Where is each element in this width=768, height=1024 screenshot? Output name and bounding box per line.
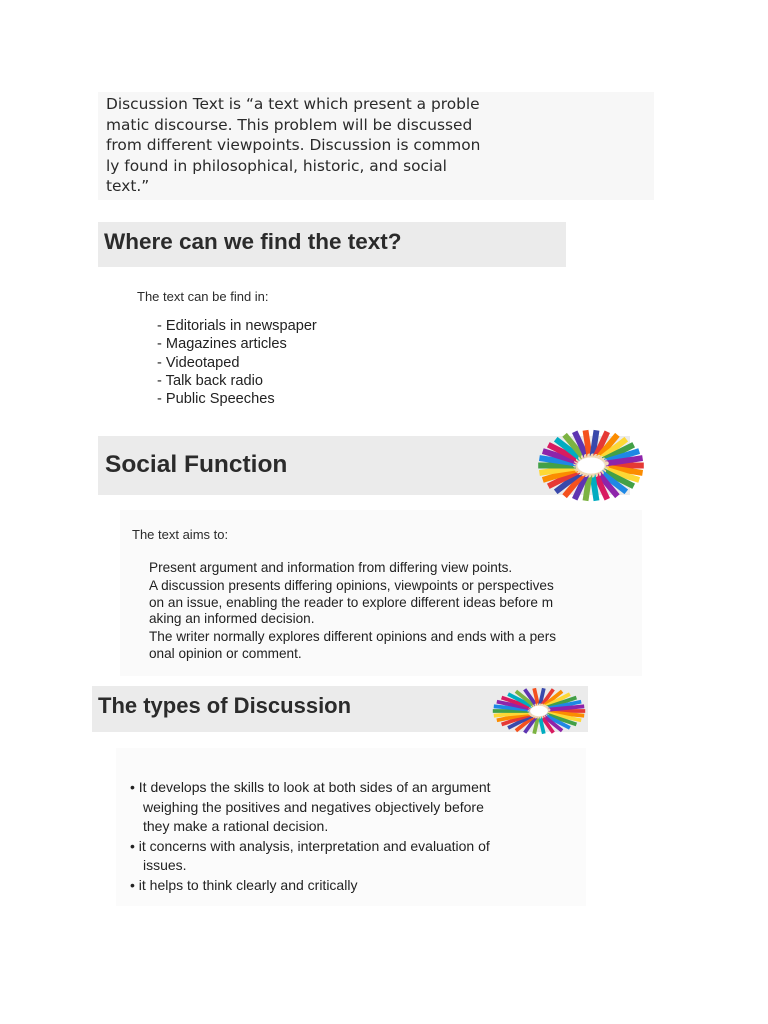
- function-lead-text: The text aims to:: [132, 527, 229, 542]
- list-item: [149, 578, 556, 628]
- intro-line: matic discourse. This problem will be discussed: [106, 115, 473, 134]
- types-points: [130, 778, 491, 895]
- point-line: The writer normally explores different opinions and ends with a pers: [149, 629, 557, 645]
- point-line: • it concerns with analysis, interpretation and evaluation of: [130, 837, 490, 854]
- point-line: they make a rational decision.: [143, 818, 329, 834]
- types-heading: The types of Discussion: [98, 693, 352, 718]
- function-heading: Social Function: [105, 451, 288, 478]
- point-line: • it helps to think clearly and critically: [130, 876, 358, 893]
- intro-paragraph: [106, 94, 646, 197]
- list-item: - Public Speeches: [157, 391, 275, 408]
- list-item: - Editorials in newspaper: [157, 318, 317, 334]
- point-line: aking an informed decision.: [149, 611, 315, 627]
- pencil-stroke: [593, 475, 597, 501]
- list-item: [130, 778, 491, 837]
- pencil-ring-center: [578, 458, 604, 474]
- list-item: [149, 629, 556, 662]
- point-line: on an issue, enabling the reader to explore different ideas before m: [149, 594, 554, 610]
- intro-line: Discussion Text is “a text which present a proble: [106, 95, 480, 113]
- point-line: A discussion presents differing opinions, viewpoints or perspectives: [149, 578, 554, 594]
- function-points: [149, 560, 556, 664]
- where-heading: Where can we find the text?: [104, 229, 402, 254]
- intro-line: text.”: [106, 177, 150, 195]
- pencil-ring-center: [531, 706, 548, 716]
- colored-pencils-ring-icon: [497, 692, 581, 730]
- list-item: [130, 876, 491, 896]
- point-line: issues.: [143, 857, 187, 873]
- colored-pencils-ring-icon: [543, 436, 639, 495]
- point-line: • It develops the skills to look at both sides of an argument: [130, 779, 491, 795]
- pencil-tip: [605, 461, 609, 465]
- list-item: - Videotaped: [157, 354, 240, 371]
- list-item: - Talk back radio: [157, 372, 263, 389]
- list-item: [130, 837, 491, 876]
- point-line: weighing the positives and negatives objectively before: [143, 798, 484, 815]
- point-line: Present argument and information from differing view points.: [149, 560, 513, 575]
- intro-line: ly found in philosophical, historic, and social: [106, 156, 447, 175]
- list-item: - Magazines articles: [157, 336, 287, 353]
- list-item: [149, 560, 556, 577]
- intro-line: from different viewpoints. Discussion is common: [106, 136, 481, 154]
- where-lead-text: The text can be find in:: [137, 289, 269, 304]
- where-list: [157, 317, 317, 408]
- pencil-tip: [548, 708, 551, 711]
- pencil-stroke: [586, 430, 590, 456]
- point-line: onal opinion or comment.: [149, 645, 302, 661]
